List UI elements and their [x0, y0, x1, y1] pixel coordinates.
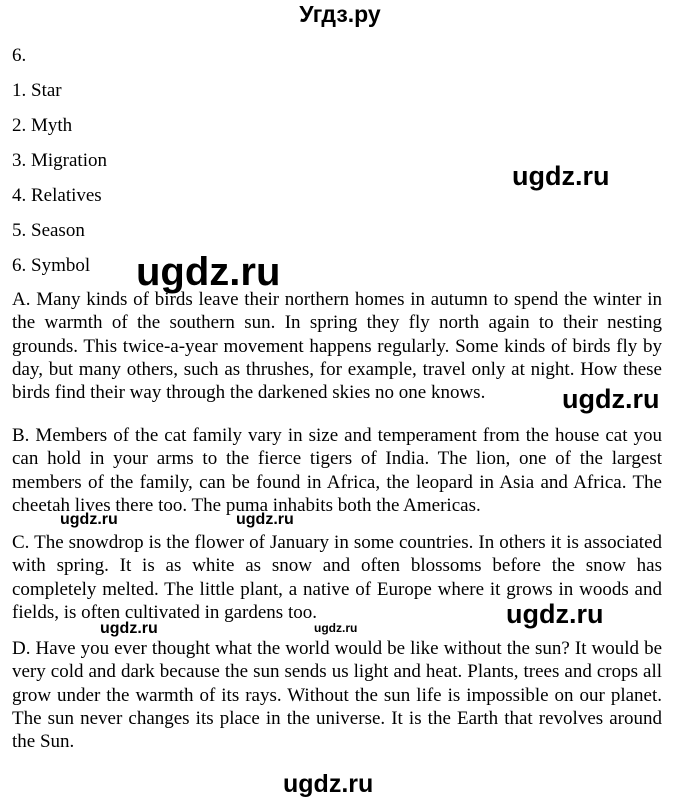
- answer-item: 5. Season: [12, 220, 85, 241]
- watermark: ugdz.ru: [506, 599, 604, 629]
- paragraph-b: B. Members of the cat family vary in size and temperament from the house cat you can hold in your arms to the fierce tigers of India. The lion, one of the largest members of the family, can be found in Africa, the leopard in Asia and Africa. The cheetah lives there too. The puma inhabits both the Americas.: [12, 425, 662, 516]
- watermark: ugdz.ru: [283, 770, 374, 798]
- watermark: ugdz.ru: [314, 621, 358, 635]
- answer-item: 4. Relatives: [12, 185, 102, 206]
- answer-item: 2. Myth: [12, 115, 73, 136]
- task-number: 6.: [12, 45, 27, 66]
- watermark: ugdz.ru: [512, 161, 610, 191]
- paragraph-a: A. Many kinds of birds leave their northern homes in autumn to spend the winter in the warmth of the southern sun. In spring they fly north again to their nesting grounds. This twice-a-year movement happens regularly. Some kinds of birds fly by day, but many others, such as thrushes, for example, travel only at night. How these birds find their way through the darkened skies no one knows.: [12, 289, 662, 404]
- answer-item: 1. Star: [12, 80, 62, 101]
- paragraph-c: C. The snowdrop is the flower of January in some countries. In others it is associated with spring. It is as white as snow and often blossoms before the snow has completely melted. The little plant, a native of Europe where it grows in woods and fields, is often cultivated in gardens too.: [12, 532, 662, 623]
- watermark: ugdz.ru: [136, 250, 281, 294]
- answer-item: 3. Migration: [12, 150, 107, 171]
- answer-item: 6. Symbol: [12, 255, 91, 276]
- answer-list: [12, 79, 107, 289]
- watermark: ugdz.ru: [100, 620, 158, 637]
- paragraph-d: D. Have you ever thought what the world would be like without the sun? It would be very cold and dark because the sun sends us light and heat. Plants, trees and crops all grow under the warmth of its rays. Without the sun life is impossible on our planet. The sun never changes its place in the universe. It is the Earth that revolves around the Sun.: [12, 638, 662, 753]
- site-title: Угдз.ру: [299, 1, 381, 27]
- watermark: ugdz.ru: [236, 511, 294, 528]
- watermark: ugdz.ru: [562, 384, 660, 414]
- watermark: ugdz.ru: [60, 511, 118, 528]
